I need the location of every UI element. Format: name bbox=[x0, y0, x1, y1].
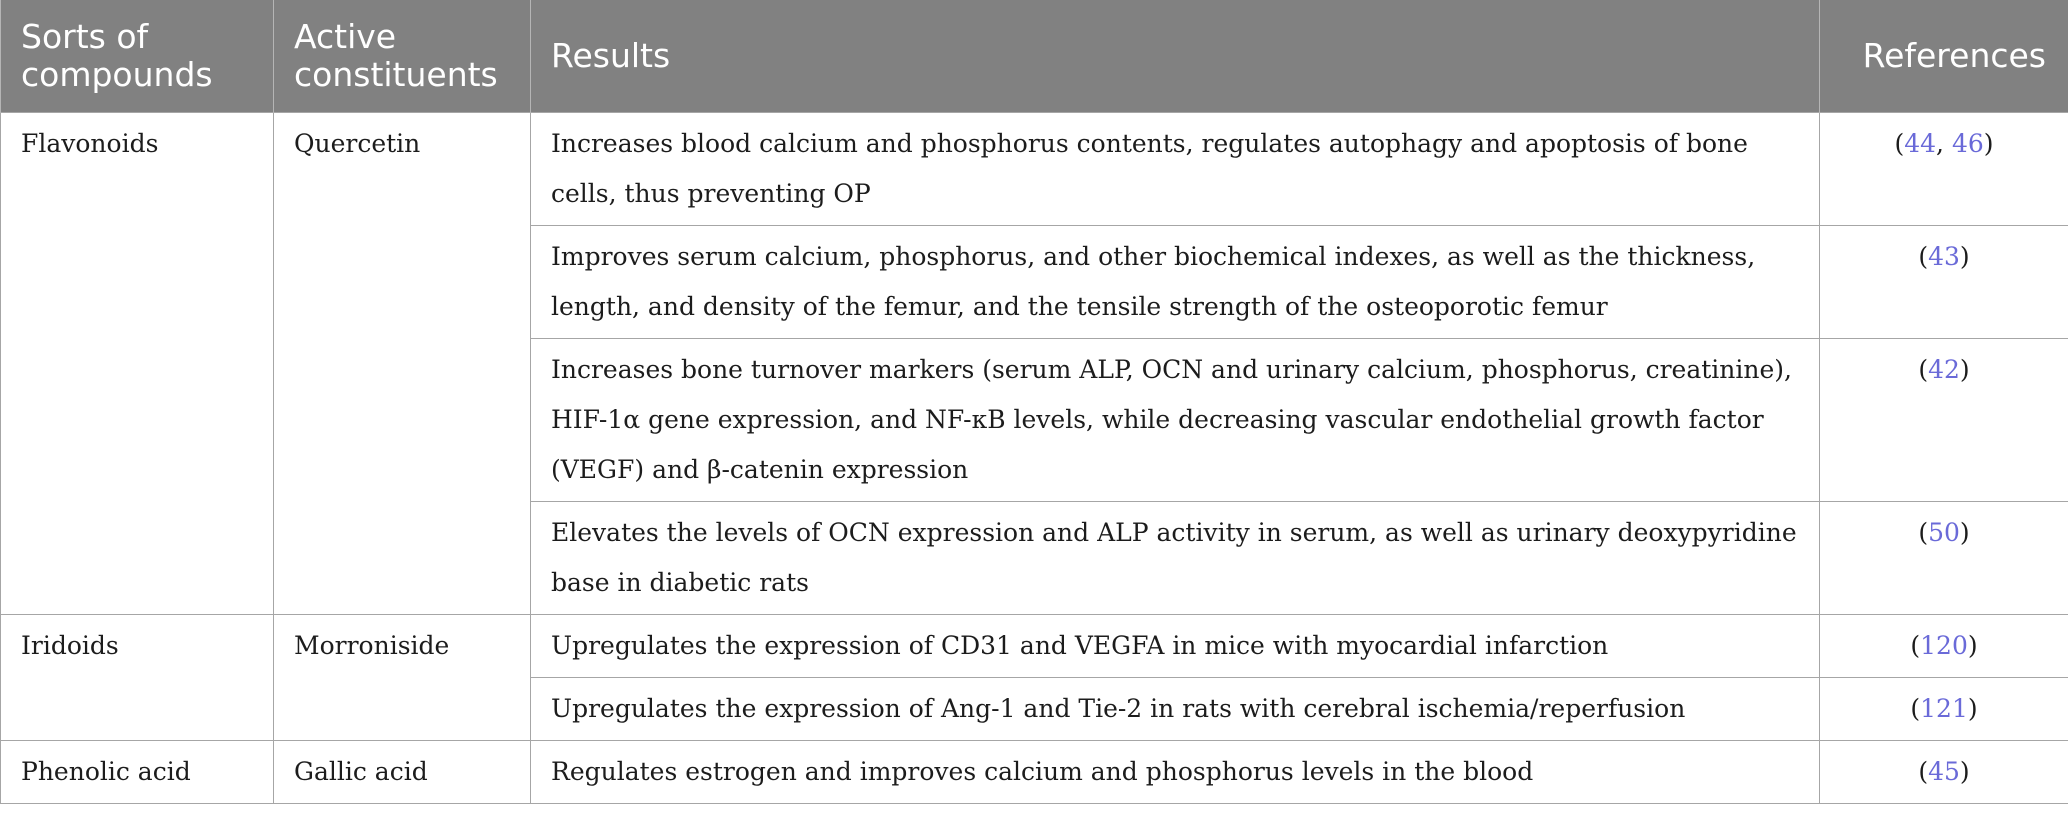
header-sorts: Sorts of compounds bbox=[1, 0, 274, 113]
ref-paren: ( bbox=[1910, 694, 1921, 723]
header-row bbox=[1, 0, 2068, 113]
result-cell: Increases bone turnover markers (serum ALP, OCN and urinary calcium, phosphorus, creatinine), HIF-1α gene expression, and NF-κB levels, while decreasing vascular endothelial growth factor (VEGF) and β-catenin expression bbox=[531, 339, 1820, 502]
reference-link[interactable]: 44 bbox=[1904, 129, 1937, 158]
reference-link[interactable]: 121 bbox=[1920, 694, 1968, 723]
ref-paren: ( bbox=[1910, 631, 1921, 660]
header-active: Active constituents bbox=[274, 0, 531, 113]
constituent-cell: Morroniside bbox=[274, 615, 531, 741]
reference-link[interactable]: 43 bbox=[1928, 242, 1960, 271]
header-references: References bbox=[1820, 0, 2068, 113]
reference-cell bbox=[1820, 678, 2068, 741]
constituent-cell: Gallic acid bbox=[274, 741, 531, 804]
constituent-cell: Quercetin bbox=[274, 113, 531, 615]
table-row bbox=[1, 741, 2068, 804]
sort-cell: Flavonoids bbox=[1, 113, 274, 615]
reference-link[interactable]: 46 bbox=[1951, 129, 1984, 158]
ref-separator: , bbox=[1936, 129, 1952, 158]
ref-paren: ( bbox=[1918, 518, 1929, 547]
result-cell: Increases blood calcium and phosphorus contents, regulates autophagy and apoptosis of bone cells, thus preventing OP bbox=[531, 113, 1820, 226]
ref-paren: ) bbox=[1967, 631, 1978, 660]
ref-paren: ) bbox=[1967, 694, 1978, 723]
ref-paren: ) bbox=[1959, 757, 1970, 786]
ref-paren: ( bbox=[1918, 242, 1929, 271]
result-cell: Improves serum calcium, phosphorus, and other biochemical indexes, as well as the thickness, length, and density of the femur, and the tensile strength of the osteoporotic femur bbox=[531, 226, 1820, 339]
reference-cell bbox=[1820, 226, 2068, 339]
result-cell: Elevates the levels of OCN expression and ALP activity in serum, as well as urinary deoxypyridine base in diabetic rats bbox=[531, 502, 1820, 615]
header-results: Results bbox=[531, 0, 1820, 113]
ref-paren: ) bbox=[1959, 242, 1970, 271]
result-cell: Upregulates the expression of CD31 and VEGFA in mice with myocardial infarction bbox=[531, 615, 1820, 678]
ref-paren: ) bbox=[1983, 129, 1994, 158]
ref-paren: ( bbox=[1918, 355, 1929, 384]
reference-cell bbox=[1820, 741, 2068, 804]
reference-cell bbox=[1820, 502, 2068, 615]
reference-link[interactable]: 42 bbox=[1928, 355, 1960, 384]
reference-cell bbox=[1820, 113, 2068, 226]
reference-link[interactable]: 50 bbox=[1928, 518, 1960, 547]
table-row bbox=[1, 615, 2068, 678]
ref-paren: ) bbox=[1959, 518, 1970, 547]
sort-cell: Iridoids bbox=[1, 615, 274, 741]
ref-paren: ) bbox=[1959, 355, 1970, 384]
reference-cell bbox=[1820, 339, 2068, 502]
result-cell: Regulates estrogen and improves calcium and phosphorus levels in the blood bbox=[531, 741, 1820, 804]
result-cell: Upregulates the expression of Ang-1 and Tie-2 in rats with cerebral ischemia/reperfusion bbox=[531, 678, 1820, 741]
ref-paren: ( bbox=[1894, 129, 1905, 158]
ref-paren: ( bbox=[1918, 757, 1929, 786]
sort-cell: Phenolic acid bbox=[1, 741, 274, 804]
table-row bbox=[1, 113, 2068, 226]
reference-link[interactable]: 45 bbox=[1928, 757, 1960, 786]
reference-link[interactable]: 120 bbox=[1920, 631, 1968, 660]
reference-cell bbox=[1820, 615, 2068, 678]
